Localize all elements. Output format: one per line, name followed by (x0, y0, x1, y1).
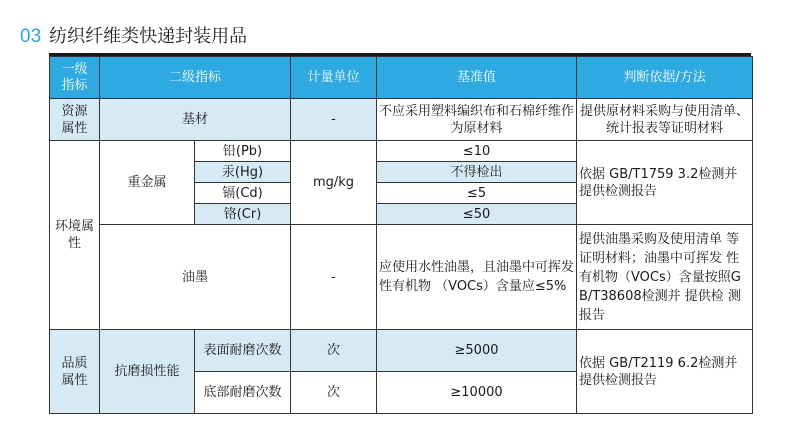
metal-name-cd: 镉(Cd) (195, 183, 291, 204)
header-unit: 计量单位 (291, 57, 377, 99)
quality-basis: 依据 GB/T2119 6.2检测并 提供检测报告 (577, 330, 753, 414)
ink-baseline: 应使用水性油墨，且油墨中可挥发性有机物 （VOCs）含量应≤5% (377, 225, 577, 330)
quality-unit-bottom: 次 (291, 372, 377, 414)
quality-unit-surface: 次 (291, 330, 377, 372)
metal-value-cr: ≤50 (377, 204, 577, 225)
metal-name-hg: 汞(Hg) (195, 162, 291, 183)
resource-category: 资源 属性 (50, 99, 100, 141)
env-category: 环境属 性 (50, 141, 100, 330)
resource-unit: - (291, 99, 377, 141)
heavy-metal-basis: 依据 GB/T1759 3.2检测并 提供检测报告 (577, 141, 753, 225)
quality-category: 品质 属性 (50, 330, 100, 414)
quality-name-bottom: 底部耐磨次数 (195, 372, 291, 414)
header-level2: 二级指标 (100, 57, 291, 99)
header-baseline: 基准值 (377, 57, 577, 99)
metal-value-cd: ≤5 (377, 183, 577, 204)
quality-item: 抗磨损性能 (100, 330, 195, 414)
metal-value-pb: ≤10 (377, 141, 577, 162)
resource-row (50, 99, 753, 141)
heavy-metal-row-pb (50, 141, 753, 162)
quality-row-surface (50, 330, 753, 372)
resource-item: 基材 (100, 99, 291, 141)
quality-name-surface: 表面耐磨次数 (195, 330, 291, 372)
ink-row (50, 225, 753, 330)
metal-name-cr: 铬(Cr) (195, 204, 291, 225)
ink-unit: - (291, 225, 377, 330)
quality-value-surface: ≥5000 (377, 330, 577, 372)
resource-basis: 提供原材料采购与使用清单、统计报表等证明材料 (577, 99, 753, 141)
quality-value-bottom: ≥10000 (377, 372, 577, 414)
heavy-metal-unit: mg/kg (291, 141, 377, 225)
section-heading: 纺织纤维类快递封装用品 (49, 26, 248, 47)
header-row (50, 57, 753, 99)
ink-basis: 提供油墨采购及使用清单 等证明材料；油墨中可挥发 性有机物（VOCs）含量按照GB/T38608检测并 提供检 测报告 (577, 225, 753, 330)
header-basis: 判断依据/方法 (577, 57, 753, 99)
heavy-metal-label: 重金属 (100, 141, 195, 225)
section-number: 03 (20, 26, 42, 47)
metal-name-pb: 铅(Pb) (195, 141, 291, 162)
spec-table (49, 56, 753, 414)
metal-value-hg: 不得检出 (377, 162, 577, 183)
section-title (20, 22, 247, 50)
header-level1: 一级 指标 (50, 57, 100, 99)
ink-label: 油墨 (100, 225, 291, 330)
resource-baseline: 不应采用塑料编织布和石棉纤维作为原材料 (377, 99, 577, 141)
